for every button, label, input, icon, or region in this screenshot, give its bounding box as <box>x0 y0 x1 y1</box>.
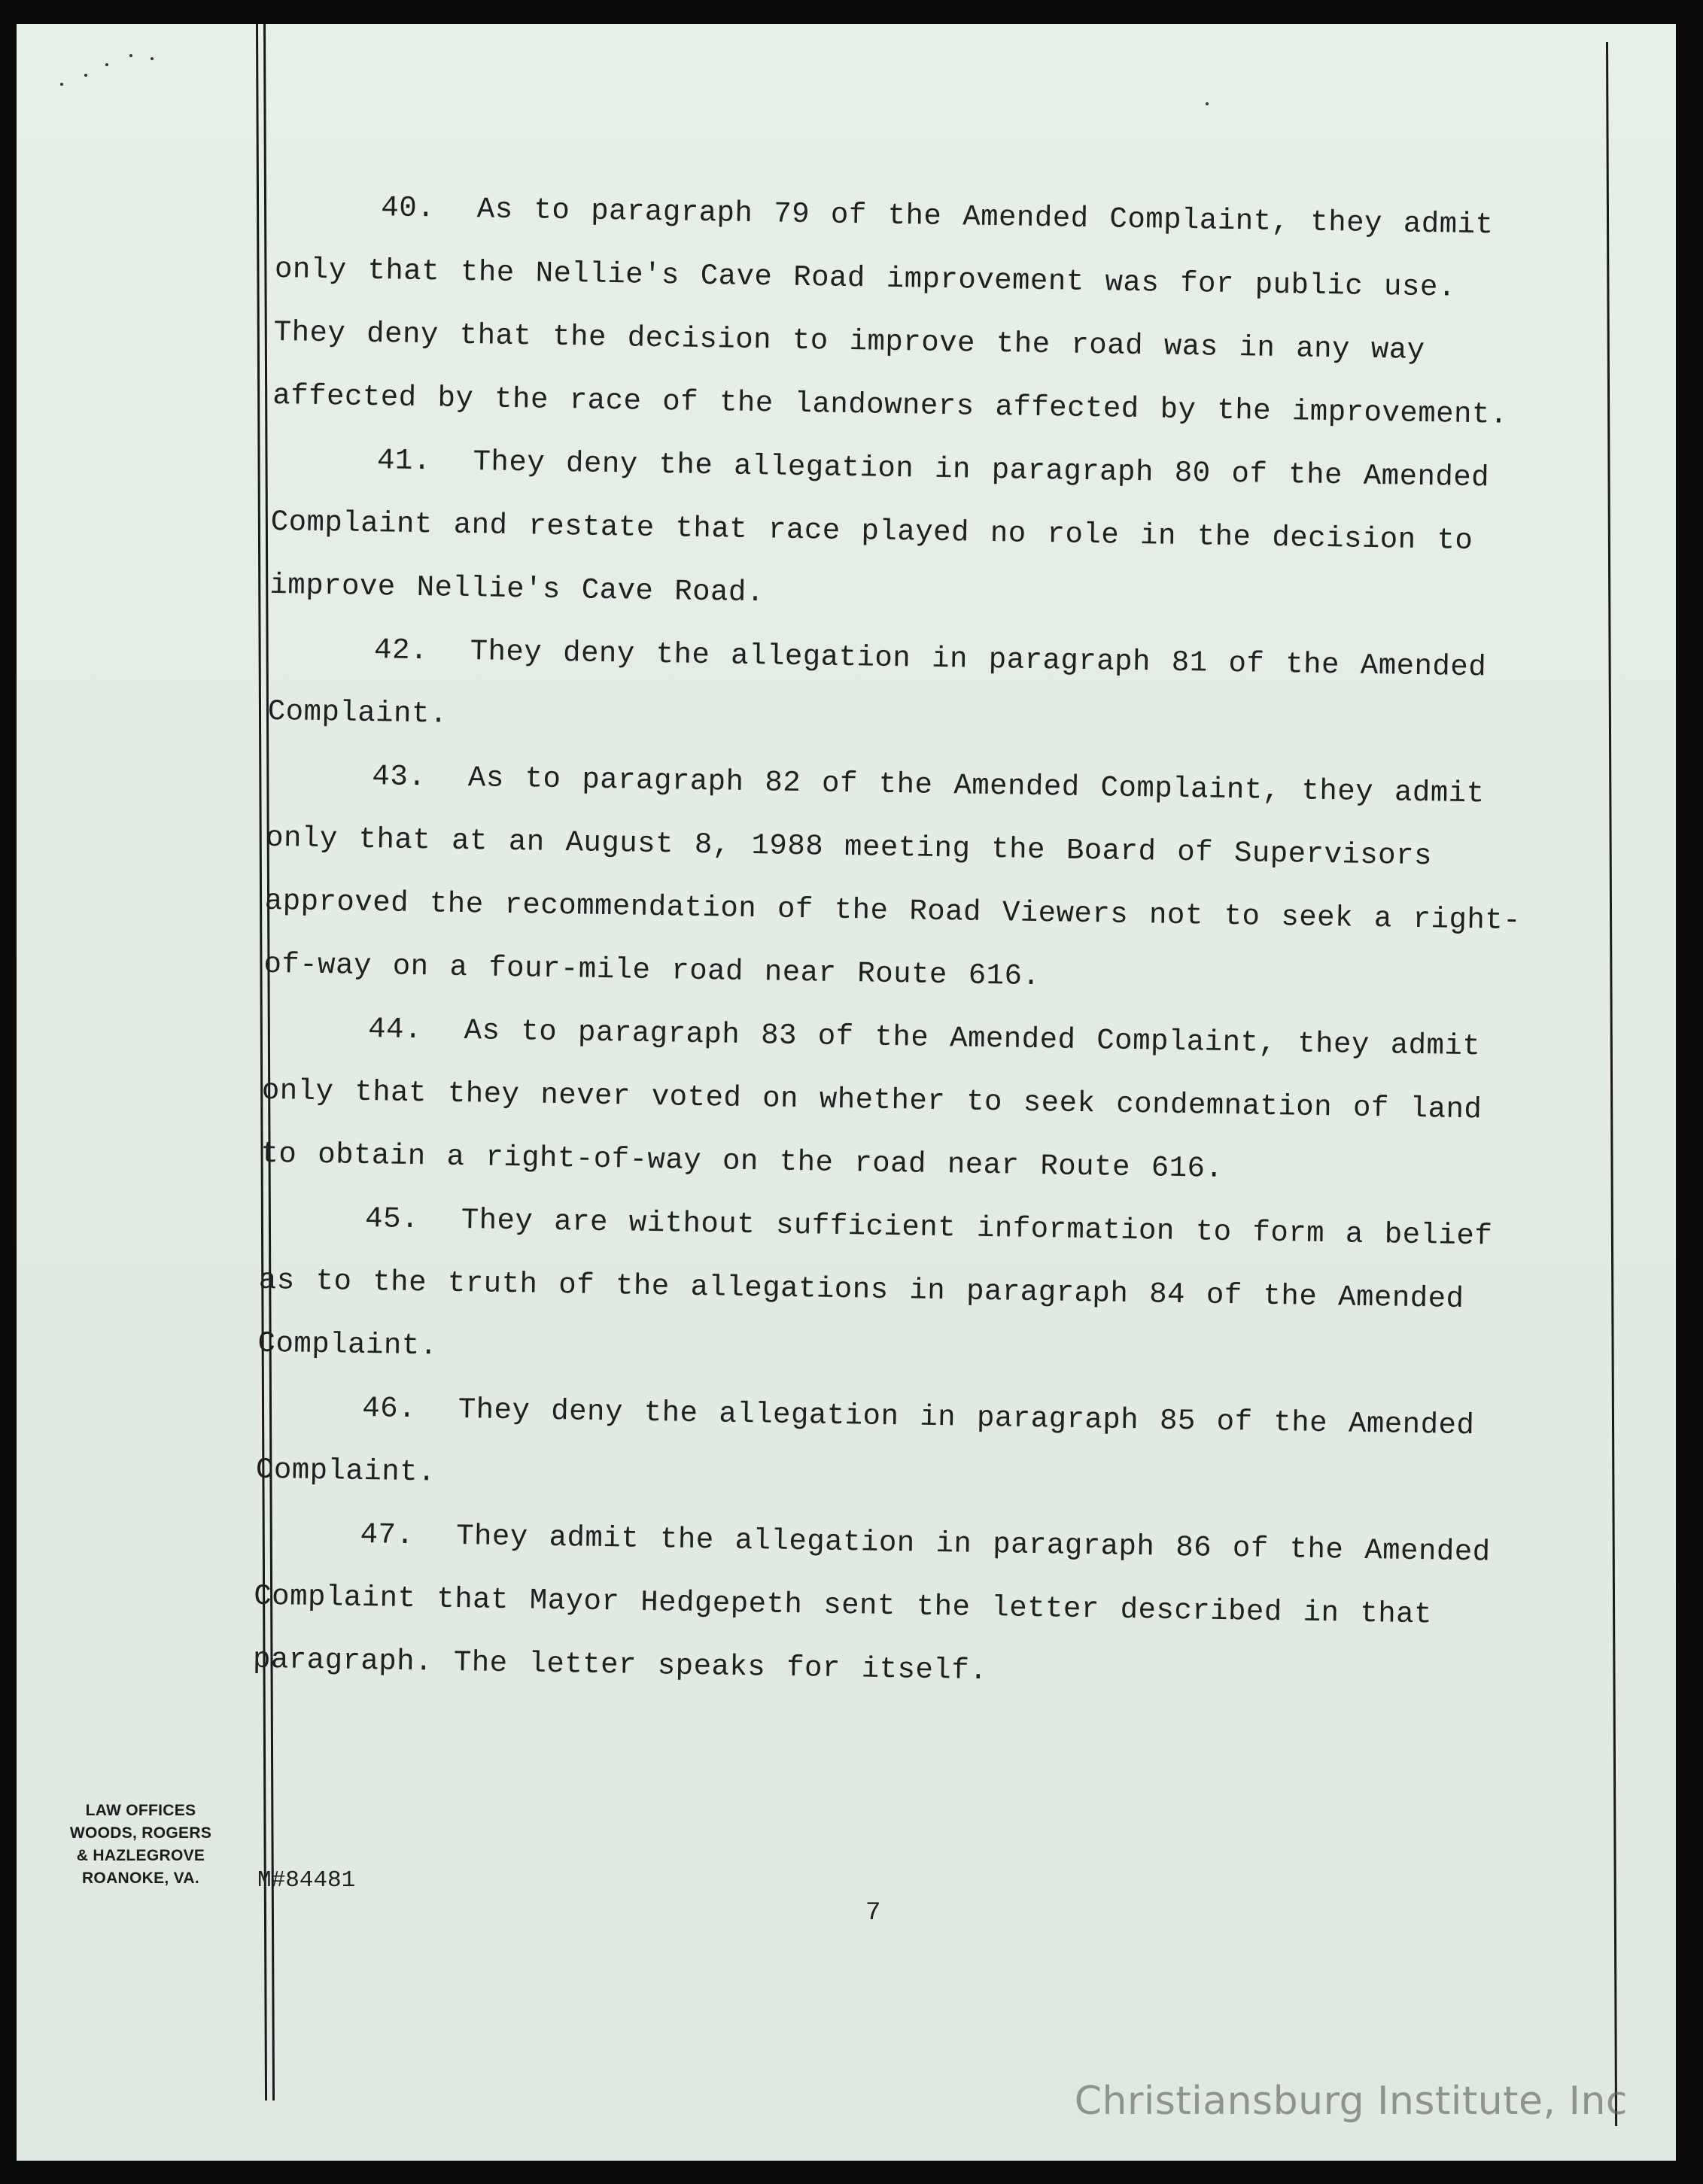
paper-speck <box>129 54 132 57</box>
pleading-body <box>252 175 1540 1711</box>
paragraph-number: 47. <box>360 1517 415 1553</box>
paragraph-text: They deny the allegation in paragraph 80 of the Amended Complaint and restate that race played no role in the decision to improve Nellie's Cave Road. <box>269 445 1490 610</box>
firm-line: WOODS, ROGERS <box>69 1824 212 1842</box>
firm-line: & HAZLEGROVE <box>76 1847 205 1864</box>
document-mark: M#84481 <box>257 1867 356 1894</box>
paper-speck <box>151 57 154 60</box>
paragraph-number: 44. <box>367 1013 423 1047</box>
paragraph-40 <box>272 175 1540 447</box>
paragraph-number: 42. <box>373 633 429 668</box>
paper-speck <box>84 74 87 77</box>
paper-speck <box>60 83 63 86</box>
paragraph-44 <box>260 996 1528 1205</box>
paragraph-45 <box>257 1186 1525 1395</box>
paragraph-number: 43. <box>372 760 427 794</box>
paragraph-number: 41. <box>376 444 432 478</box>
paragraph-43 <box>263 743 1531 1016</box>
paper-speck <box>105 63 108 66</box>
firm-line: ROANOKE, VA. <box>81 1870 200 1887</box>
paragraph-text: As to paragraph 79 of the Amended Complaint, they admit only that the Nellie's Cave Road improvement was for public use. They deny that the decision to improve the road was in any way affected by the race of the landowners affected by the improvement. <box>272 193 1509 432</box>
paragraph-text: They admit the allegation in paragraph 86 of the Amended Complaint that Mayor Hedgepeth sent the letter described in that paragraph. The letter speaks for itself. <box>252 1519 1491 1688</box>
document-page <box>17 24 1676 2161</box>
law-office-imprint <box>47 1800 235 1890</box>
paragraph-text: They deny the allegation in paragraph 81 of the Amended Complaint. <box>267 635 1487 731</box>
paragraph-number: 45. <box>364 1202 420 1237</box>
paper-speck <box>1206 102 1209 105</box>
firm-line: LAW OFFICES <box>85 1802 196 1819</box>
paragraph-42 <box>267 617 1533 763</box>
paragraph-46 <box>255 1375 1521 1521</box>
right-margin-rule <box>1606 42 1617 2126</box>
paragraph-number: 40. <box>380 191 436 226</box>
archive-watermark: Christiansburg Institute, Inc <box>1074 2079 1628 2124</box>
paragraph-47 <box>252 1502 1519 1711</box>
paragraph-text: They are without sufficient information to form a belief as to the truth of the allegations in paragraph 84 of the Amended Complaint. <box>257 1204 1493 1363</box>
paragraph-text: As to paragraph 82 of the Amended Complaint, they admit only that at an August 8, 1988 meeting the Board of Supervisors approved the recommendation of the Road Viewers not to seek a right-of-way on a four-mile road near Route 616. <box>263 761 1522 994</box>
paragraph-text: As to paragraph 83 of the Amended Complaint, they admit only that they never voted on whether to seek condemnation of land to obtain a right-of-way on the road near Route 616. <box>260 1014 1483 1186</box>
page-number: 7 <box>865 1899 881 1927</box>
paragraph-text: They deny the allegation in paragraph 85 of the Amended Complaint. <box>255 1393 1475 1490</box>
paragraph-41 <box>269 427 1537 636</box>
paragraph-number: 46. <box>361 1391 417 1426</box>
